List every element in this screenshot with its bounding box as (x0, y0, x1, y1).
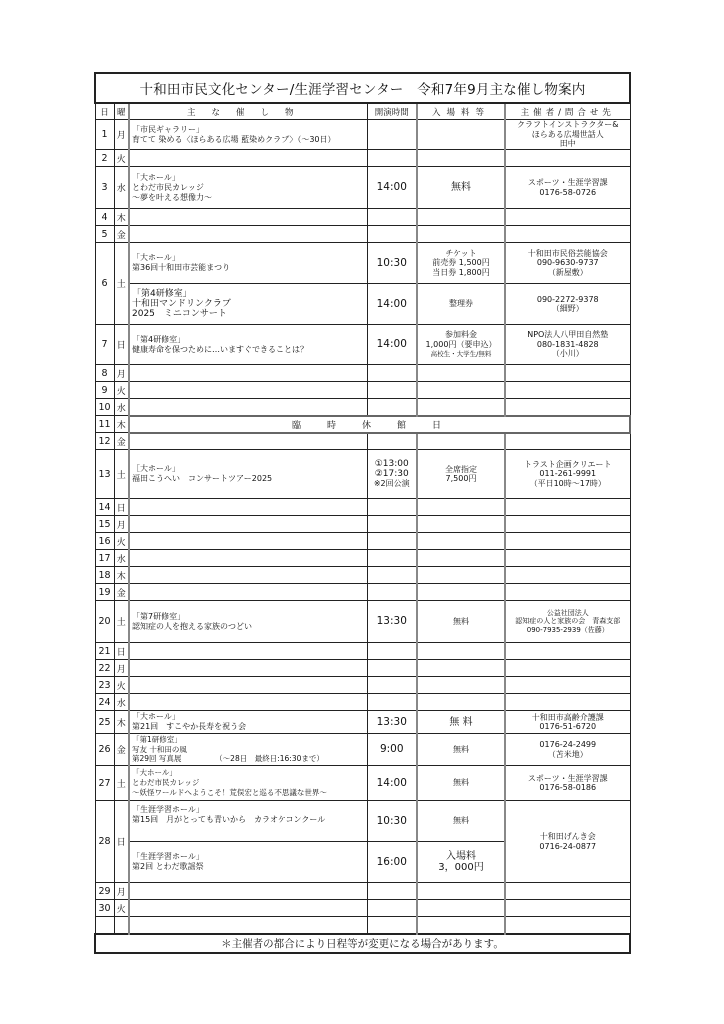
event-cell: 「市民ギャラリー」 育てて 染める〈ほらある広場 藍染めクラブ〉（～30日） (129, 120, 367, 150)
event-cell: 「生涯学習ホール」 第15回 月がとっても青いから カラオケコンクール (129, 801, 367, 842)
event-cell (129, 694, 367, 711)
empty-cell (129, 917, 367, 934)
day-number: 2 (95, 150, 114, 167)
weekday: 木 (114, 567, 129, 584)
event-cell (129, 677, 367, 694)
day-number: 7 (95, 325, 114, 365)
time-cell: 14:00 (367, 325, 417, 365)
time-cell (367, 516, 417, 533)
contact-cell (505, 584, 630, 601)
fee-cell (417, 677, 505, 694)
contact-cell (505, 516, 630, 533)
event-cell (129, 226, 367, 243)
day-number: 8 (95, 365, 114, 382)
time-text: ①13:00 ②17:30 (374, 459, 409, 479)
contact-cell (505, 677, 630, 694)
table-row (95, 226, 630, 243)
event-cell: 「第4研修室」 健康寿命を保つために…いますぐできることは？ (129, 325, 367, 365)
event-cell (129, 900, 367, 917)
table-row-empty (95, 917, 630, 934)
weekday: 水 (114, 550, 129, 567)
contact-cell (505, 499, 630, 516)
fee-cell (417, 399, 505, 416)
weekday: 金 (114, 734, 129, 766)
weekday: 土 (114, 766, 129, 801)
event-cell (129, 643, 367, 660)
contact-cell (505, 399, 630, 416)
contact-cell (505, 550, 630, 567)
fee-cell (417, 382, 505, 399)
day-number: 21 (95, 643, 114, 660)
contact-cell (505, 382, 630, 399)
fee-cell (417, 694, 505, 711)
time-cell: 14:00 (367, 766, 417, 801)
table-row (95, 694, 630, 711)
event-cell (129, 382, 367, 399)
weekday: 木 (114, 209, 129, 226)
weekday: 土 (114, 450, 129, 499)
fee-cell (417, 365, 505, 382)
weekday: 月 (114, 516, 129, 533)
day-number: 4 (95, 209, 114, 226)
time-cell (367, 365, 417, 382)
time-cell (367, 209, 417, 226)
closed-day-notice: 臨時休館日 (129, 416, 630, 433)
contact-cell: スポーツ・生涯学習課 0176-58-0186 (505, 766, 630, 801)
header-day: 日 (95, 103, 114, 120)
fee-cell (417, 567, 505, 584)
contact-cell (505, 660, 630, 677)
event-schedule-sheet (94, 72, 629, 954)
empty-cell (367, 917, 417, 934)
weekday: 土 (114, 243, 129, 325)
day-number: 5 (95, 226, 114, 243)
event-cell: 「大ホール」 第21回 すこやか長寿を祝う会 (129, 711, 367, 734)
table-row (95, 167, 630, 209)
event-cell (129, 550, 367, 567)
contact-cell (505, 567, 630, 584)
time-cell (367, 450, 417, 499)
event-cell (129, 365, 367, 382)
time-cell: 13:30 (367, 711, 417, 734)
contact-cell: 十和田市高齢介護課 0176-51-6720 (505, 711, 630, 734)
fee-cell: 無料 (417, 734, 505, 766)
contact-cell: スポーツ・生涯学習課 0176-58-0726 (505, 167, 630, 209)
contact-cell: NPO法人八甲田自然塾 080-1831-4828 （小川） (505, 325, 630, 365)
fee-cell (417, 533, 505, 550)
fee-cell: 無料 (417, 601, 505, 643)
weekday: 月 (114, 120, 129, 150)
table-row (95, 660, 630, 677)
weekday: 火 (114, 677, 129, 694)
table-row (95, 416, 630, 433)
time-cell: 14:00 (367, 284, 417, 325)
weekday: 日 (114, 643, 129, 660)
event-cell (129, 584, 367, 601)
day-number: 10 (95, 399, 114, 416)
time-cell: 10:30 (367, 801, 417, 842)
time-cell: 9:00 (367, 734, 417, 766)
fee-cell (417, 226, 505, 243)
table-row (95, 516, 630, 533)
weekday: 日 (114, 801, 129, 883)
event-cell: 「第4研修室」 十和田マンドリンクラブ 2025 ミニコンサート (129, 284, 367, 325)
weekday: 水 (114, 399, 129, 416)
table-row (95, 450, 630, 499)
fee-cell (417, 550, 505, 567)
day-number: 23 (95, 677, 114, 694)
fee-cell: 整理券 (417, 284, 505, 325)
day-number: 9 (95, 382, 114, 399)
weekday: 金 (114, 433, 129, 450)
table-row (95, 243, 630, 284)
weekday: 水 (114, 694, 129, 711)
day-number: 3 (95, 167, 114, 209)
table-row (95, 533, 630, 550)
contact-cell: 十和田げんき会 0716-24-0877 (505, 801, 630, 883)
weekday: 日 (114, 499, 129, 516)
day-number: 28 (95, 801, 114, 883)
empty-cell (95, 917, 114, 934)
table-row (95, 433, 630, 450)
header-weekday: 曜 (114, 103, 129, 120)
day-number: 25 (95, 711, 114, 734)
time-cell (367, 120, 417, 150)
day-number: 16 (95, 533, 114, 550)
time-cell (367, 567, 417, 584)
table-row (95, 150, 630, 167)
footer-note: ＊主催者の都合により日程等が変更になる場合があります。 (95, 934, 630, 953)
time-cell (367, 900, 417, 917)
table-row (95, 734, 630, 766)
fee-note: 高校生・大学生/無料 (430, 350, 492, 359)
fee-cell (417, 499, 505, 516)
table-row (95, 601, 630, 643)
weekday: 月 (114, 365, 129, 382)
day-number: 11 (95, 416, 114, 433)
table-row (95, 120, 630, 150)
weekday: 木 (114, 416, 129, 433)
weekday: 日 (114, 325, 129, 365)
table-row (95, 883, 630, 900)
event-cell (129, 516, 367, 533)
table-row (95, 499, 630, 516)
contact-cell: 090-2272-9378 （細野） (505, 284, 630, 325)
table-row (95, 643, 630, 660)
contact-cell: 十和田市民俗芸能協会 090-9630-9737 （新屋敷） (505, 243, 630, 284)
day-number: 1 (95, 120, 114, 150)
fee-text: 参加料金 1,000円（要申込） (425, 330, 497, 349)
time-cell (367, 584, 417, 601)
time-cell (367, 660, 417, 677)
time-cell (367, 499, 417, 516)
fee-cell: 無料 (417, 801, 505, 842)
weekday: 土 (114, 601, 129, 643)
fee-cell (417, 643, 505, 660)
table-row (95, 365, 630, 382)
contact-cell (505, 209, 630, 226)
weekday: 火 (114, 533, 129, 550)
contact-cell: トラスト企画クリエート 011-261-9991 （平日10時～17時） (505, 450, 630, 499)
weekday: 火 (114, 900, 129, 917)
time-cell (367, 399, 417, 416)
time-cell (367, 677, 417, 694)
table-row (95, 209, 630, 226)
fee-cell (417, 120, 505, 150)
fee-cell (417, 660, 505, 677)
empty-cell (114, 917, 129, 934)
table-row (95, 677, 630, 694)
fee-cell (417, 584, 505, 601)
time-cell: 14:00 (367, 167, 417, 209)
fee-cell: 入場料 3，000円 (417, 842, 505, 883)
time-cell (367, 694, 417, 711)
day-number: 27 (95, 766, 114, 801)
weekday: 水 (114, 167, 129, 209)
event-cell (129, 209, 367, 226)
fee-cell (417, 900, 505, 917)
fee-cell: チケット 前売券 1,500円 当日券 1,800円 (417, 243, 505, 284)
time-cell (367, 883, 417, 900)
table-row (95, 801, 630, 842)
table-row (95, 325, 630, 365)
day-number: 20 (95, 601, 114, 643)
contact-cell (505, 150, 630, 167)
table-row (95, 284, 630, 325)
event-cell (129, 660, 367, 677)
time-cell: 13:30 (367, 601, 417, 643)
day-number: 15 (95, 516, 114, 533)
day-number: 29 (95, 883, 114, 900)
contact-cell: 0176-24-2499 （苫米地） (505, 734, 630, 766)
weekday: 火 (114, 150, 129, 167)
fee-cell (417, 209, 505, 226)
page-title: 十和田市民文化センター/生涯学習センター 令和7年9月主な催し物案内 (95, 73, 630, 103)
time-cell: 16:00 (367, 842, 417, 883)
event-cell: 「大ホール」 第36回十和田市芸能まつり (129, 243, 367, 284)
time-cell (367, 533, 417, 550)
time-cell (367, 433, 417, 450)
event-cell (129, 883, 367, 900)
fee-cell: 無 料 (417, 711, 505, 734)
day-number: 13 (95, 450, 114, 499)
table-row (95, 766, 630, 801)
day-number: 12 (95, 433, 114, 450)
day-number: 30 (95, 900, 114, 917)
weekday: 金 (114, 584, 129, 601)
time-cell (367, 150, 417, 167)
table-row (95, 711, 630, 734)
day-number: 26 (95, 734, 114, 766)
weekday: 月 (114, 883, 129, 900)
header-contact: 主催者/問合せ先 (505, 103, 630, 120)
fee-cell (417, 150, 505, 167)
day-number: 14 (95, 499, 114, 516)
event-cell: 「第7研修室」 認知症の人を抱える家族のつどい (129, 601, 367, 643)
contact-cell (505, 365, 630, 382)
day-number: 17 (95, 550, 114, 567)
contact-cell (505, 226, 630, 243)
weekday: 月 (114, 660, 129, 677)
day-number: 6 (95, 243, 114, 325)
fee-cell (417, 325, 505, 365)
contact-cell (505, 643, 630, 660)
fee-cell (417, 883, 505, 900)
weekday: 金 (114, 226, 129, 243)
fee-cell: 無料 (417, 167, 505, 209)
event-cell (129, 567, 367, 584)
header-time: 開演時間 (367, 103, 417, 120)
header-event: 主な催し物 (129, 103, 367, 120)
day-number: 18 (95, 567, 114, 584)
empty-cell (417, 917, 505, 934)
time-cell: 10:30 (367, 243, 417, 284)
table-row (95, 382, 630, 399)
contact-cell: クラフトインストラクター& ほらある広場世話人 田中 (505, 120, 630, 150)
header-fee: 入場料等 (417, 103, 505, 120)
event-cell: 「大ホール」 とわだ市民カレッジ ～妖怪ワールドへようこそ！荒俣宏と巡る不思議な世界～ (129, 766, 367, 801)
empty-cell (505, 917, 630, 934)
day-number: 22 (95, 660, 114, 677)
fee-cell: 無料 (417, 766, 505, 801)
contact-cell: 公益社団法人 認知症の人と家族の会 青森支部 090-7935-2939（佐藤） (505, 601, 630, 643)
table-row (95, 584, 630, 601)
contact-cell (505, 900, 630, 917)
event-cell (129, 499, 367, 516)
event-cell: 「第1研修室」 写友 十和田の風 第29回 写真展 （～28日 最終日:16:30まで） (129, 734, 367, 766)
table-row (95, 900, 630, 917)
event-cell: ［大ホール」 福田こうへい コンサートツアー2025 (129, 450, 367, 499)
day-number: 24 (95, 694, 114, 711)
fee-cell (417, 516, 505, 533)
time-cell (367, 226, 417, 243)
event-cell (129, 533, 367, 550)
time-cell (367, 382, 417, 399)
table-row (95, 567, 630, 584)
event-schedule-table (94, 72, 631, 954)
contact-cell (505, 883, 630, 900)
event-cell (129, 150, 367, 167)
event-cell (129, 433, 367, 450)
table-row (95, 550, 630, 567)
day-number: 19 (95, 584, 114, 601)
contact-cell (505, 694, 630, 711)
weekday: 木 (114, 711, 129, 734)
time-cell (367, 643, 417, 660)
weekday: 火 (114, 382, 129, 399)
time-note: ※2回公演 (373, 479, 410, 488)
fee-cell: 全席指定 7,500円 (417, 450, 505, 499)
event-cell: 「大ホール」 とわだ市民カレッジ ～夢を叶える想像力～ (129, 167, 367, 209)
contact-cell (505, 533, 630, 550)
time-cell (367, 550, 417, 567)
fee-cell (417, 433, 505, 450)
table-row (95, 399, 630, 416)
contact-cell (505, 433, 630, 450)
event-cell (129, 399, 367, 416)
event-cell: 「生涯学習ホール」 第2回 とわだ歌謡祭 (129, 842, 367, 883)
